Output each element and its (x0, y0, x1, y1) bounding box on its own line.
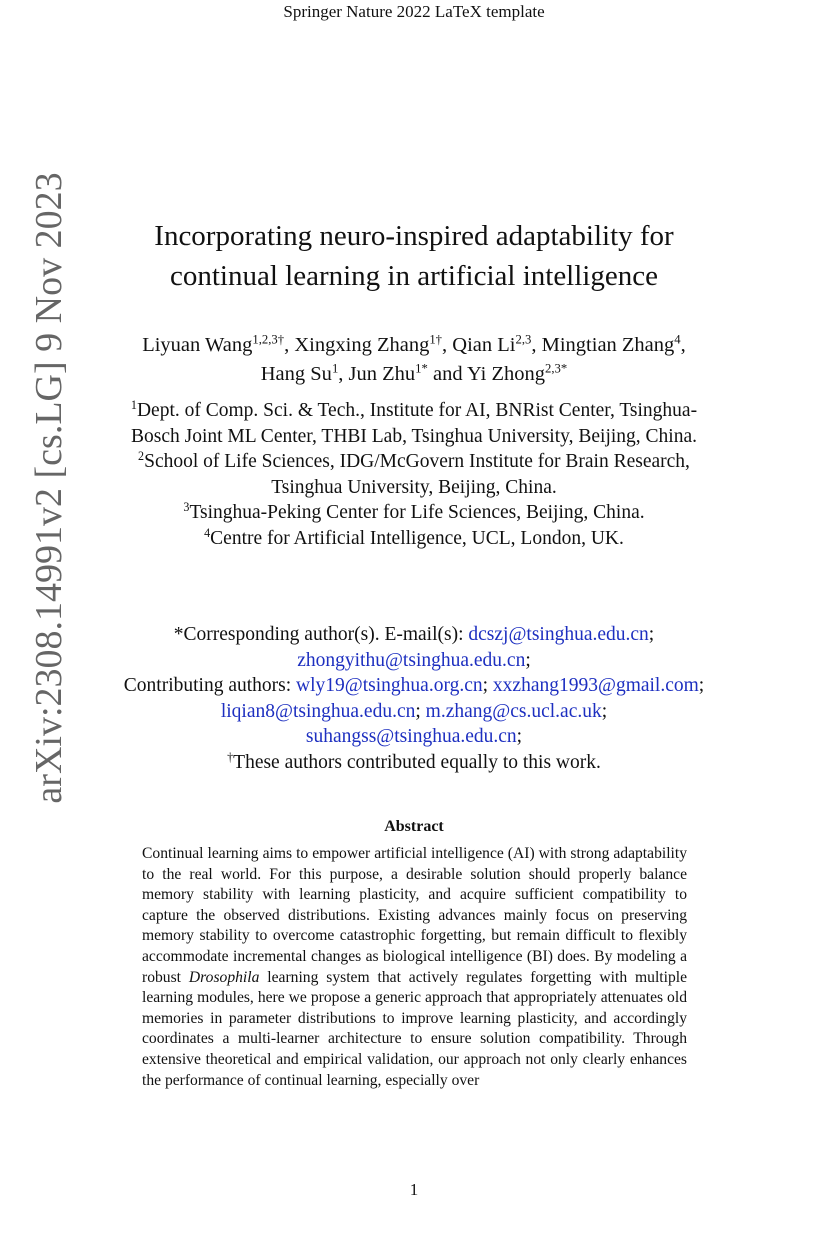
email-link[interactable]: zhongyithu@tsinghua.edu.cn (297, 649, 526, 671)
email-link[interactable]: suhangss@tsinghua.edu.cn (305, 726, 517, 747)
author: Hang Su$^1$, (260, 361, 349, 385)
email-link[interactable]: m.zhang@cs.ucl.ac.uk (425, 700, 602, 722)
affiliation: $^2$School of Life Sciences, IDG/McGovern Institute for Brain Research, Tsinghua University, Beijing, China. (138, 448, 690, 498)
running-header: Springer Nature 2022 LaTeX template (283, 2, 545, 21)
corresponding-label: *Corresponding author(s). E-mail(s): (173, 624, 464, 645)
author: Xingxing Zhang$^{1\dagger}$, (294, 332, 453, 356)
affiliation: $^4$Centre for Artificial Intelligence, UCL, London, UK. (204, 525, 624, 549)
title-line-2: continual learning in artificial intelligence (170, 260, 658, 292)
author: Jun Zhu$^{1*}$ and (348, 361, 467, 385)
page-number: 1 (409, 1180, 419, 1199)
author: Qian Li$^{2,3}$, (452, 332, 542, 356)
arxiv-stamp-text: arXiv:2308.14991v2 [cs.LG] 9 Nov 2023 (28, 172, 70, 804)
abstract-heading: Abstract (384, 818, 444, 835)
author: Mingtian Zhang$^4$, (541, 332, 686, 356)
email-link[interactable]: wly19@tsinghua.org.cn (296, 675, 483, 696)
abstract-body: Continual learning aims to empower artificial intelligence (AI) with strong adaptability to the real world. For this purpose, a desirable solution should properly balance memory stability with learning plasticity, and acquire sufficient compatibility to capture the observed distributions. Existing advances mainly focus on preserving memory stability to overcome catastrophic forgetting, but remain difficult to flexibly accommodate incremental changes as biological intelligence (BI) does. By modeling a robust Drosophila learning system that actively regulates forgetting with multiple learning modules, here we propose a generic approach that appropriately attenuates old memories in parameter distributions to improve learning plasticity, and accordingly coordinates a multi-learner architecture to ensure solution compatibility. Through extensive theoretical and empirical validation, our approach not only clearly enhances the performance of continual learning, especially over (142, 845, 687, 1089)
contributing-label: Contributing authors: (123, 675, 292, 696)
email-link[interactable]: dcszj@tsinghua.edu.cn (468, 624, 649, 645)
affiliations (118, 398, 710, 551)
author: Liyuan Wang$^{1,2,3\dagger}$, (142, 332, 295, 356)
equal-contribution-note: These authors contributed equally to this work. (233, 751, 601, 773)
author-list (118, 331, 710, 389)
affiliation: $^1$Dept. of Comp. Sci. & Tech., Institute for AI, BNRist Center, Tsinghua-Bosch Joint ML Center, THBI Lab, Tsinghua University, Beijing, China. (130, 397, 698, 447)
title-line-1: Incorporating neuro-inspired adaptability for (154, 220, 674, 252)
paper-title (100, 216, 728, 296)
email-link[interactable]: liqian8@tsinghua.edu.cn (220, 700, 416, 722)
correspondence-block: *Corresponding author(s). E-mail(s): dcszj@tsinghua.edu.cn; zhongyithu@tsinghua.edu.cn; Contributing authors: wly19@tsinghua.org.cn; xxzhang1993@gmail.com; liqian8@tsinghua.edu.cn; m.zhang@cs.ucl.ac.uk; suhangss@tsinghua.edu.cn; †These authors contributed equally to this work. (123, 624, 705, 773)
email-link[interactable]: xxzhang1993@gmail.com (492, 675, 699, 696)
author: Yi Zhong$^{2,3*}$ (466, 361, 568, 385)
equal-contribution-mark: † (227, 749, 234, 764)
affiliation: $^3$Tsinghua-Peking Center for Life Sciences, Beijing, China. (183, 499, 645, 523)
